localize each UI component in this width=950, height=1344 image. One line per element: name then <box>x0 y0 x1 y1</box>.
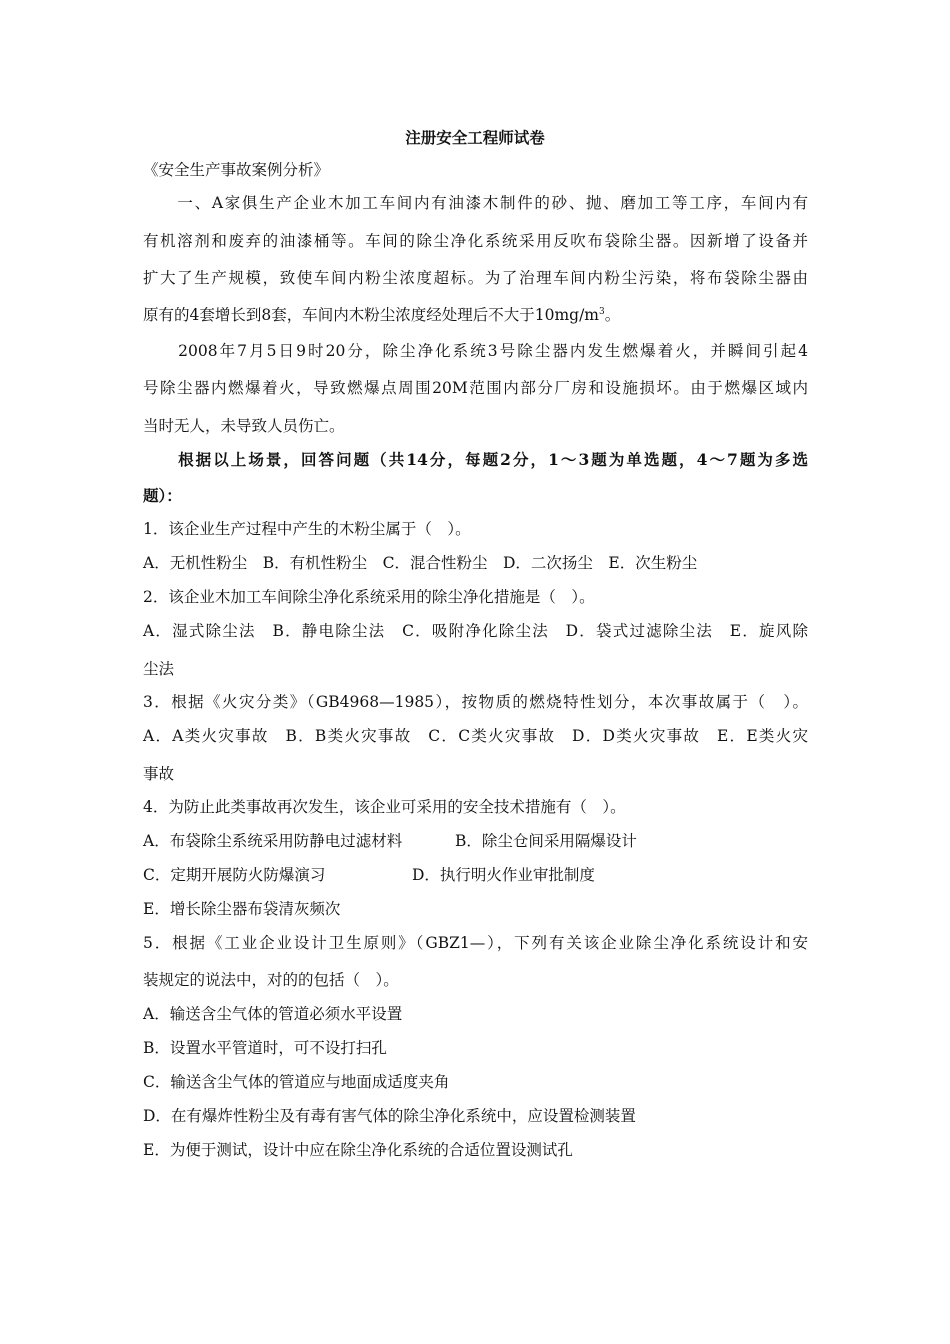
question-3: 3．根据《火灾分类》（GB4968—1985），按物质的燃烧特性划分，本次事故属于（ ）。 <box>143 693 808 711</box>
question-1-options: A．无机性粉尘 B．有机性粉尘 C．混合性粉尘 D．二次扬尘 E．次生粉尘 <box>143 554 698 572</box>
instruction-line2: 题）： <box>143 486 182 505</box>
question-5-option-d: D．在有爆炸性粉尘及有毒有害气体的除尘净化系统中，应设置检测装置 <box>143 1107 636 1125</box>
question-4-option-a: A．布袋除尘系统采用防静电过滤材料 <box>143 832 403 850</box>
scenario-para2-line2: 号除尘器内燃爆着火，导致燃爆点周围20M范围内部分厂房和设施损坏。由于燃爆区域内 <box>143 379 808 397</box>
question-5-option-a: A．输送含尘气体的管道必须水平设置 <box>143 1005 403 1023</box>
instruction-line1: 根据以上场景，回答问题（共14分，每题2分，1～3题为单选题，4～7题为多选 <box>143 450 808 469</box>
question-3-options-line2: 事故 <box>143 765 175 783</box>
question-2-options-line1: A．湿式除尘法 B．静电除尘法 C．吸附净化除尘法 D．袋式过滤除尘法 E．旋风除 <box>143 622 808 640</box>
scenario-para1-line4: 原有的4套增长到8套，车间内木粉尘浓度经处理后不大于$10mg/m^3$。 <box>143 306 621 324</box>
scenario-para1-line3: 扩大了生产规模，致使车间内粉尘浓度超标。为了治理车间内粉尘污染，将布袋除尘器由 <box>143 269 808 287</box>
question-5-option-e: E．为便于测试，设计中应在除尘净化系统的合适位置设测试孔 <box>143 1141 573 1159</box>
question-5-option-b: B．设置水平管道时，可不设打扫孔 <box>143 1039 387 1057</box>
question-4-option-e: E．增长除尘器布袋清灰频次 <box>143 900 341 918</box>
page-title: 注册安全工程师试卷 <box>405 128 545 147</box>
question-4: 4．为防止此类事故再次发生，该企业可采用的安全技术措施有（ ）。 <box>143 798 626 816</box>
question-2-options-line2: 尘法 <box>143 660 175 678</box>
scenario-para2-line1: 2008年7月5日9时20分，除尘净化系统3号除尘器内发生燃爆着火，并瞬间引起4 <box>143 342 808 360</box>
question-5-line2: 装规定的说法中，对的的包括（ ）。 <box>143 971 399 989</box>
question-4-option-b: B．除尘仓间采用隔爆设计 <box>455 832 637 850</box>
scenario-para2-line3: 当时无人，未导致人员伤亡。 <box>143 417 345 435</box>
scenario-para1-line2: 有机溶剂和废弃的油漆桶等。车间的除尘净化系统采用反吹布袋除尘器。因新增了设备并 <box>143 232 808 250</box>
question-4-option-d: D．执行明火作业审批制度 <box>412 866 595 884</box>
question-3-options-line1: A．A类火灾事故 B．B类火灾事故 C．C类火灾事故 D．D类火灾事故 E．E类火灾 <box>143 727 808 745</box>
scenario-para1-line1: 一、A家俱生产企业木加工车间内有油漆木制件的砂、抛、磨加工等工序，车间内有 <box>143 194 808 212</box>
question-2: 2．该企业木加工车间除尘净化系统采用的除尘净化措施是（ ）。 <box>143 588 595 606</box>
question-5-option-c: C．输送含尘气体的管道应与地面成适度夹角 <box>143 1073 450 1091</box>
section-heading: 《安全生产事故案例分析》 <box>143 161 330 179</box>
question-4-option-c: C．定期开展防火防爆演习 <box>143 866 326 884</box>
question-5-line1: 5．根据《工业企业设计卫生原则》（GBZ1—），下列有关该企业除尘净化系统设计和安 <box>143 934 808 952</box>
question-1: 1．该企业生产过程中产生的木粉尘属于（ ）。 <box>143 520 471 538</box>
